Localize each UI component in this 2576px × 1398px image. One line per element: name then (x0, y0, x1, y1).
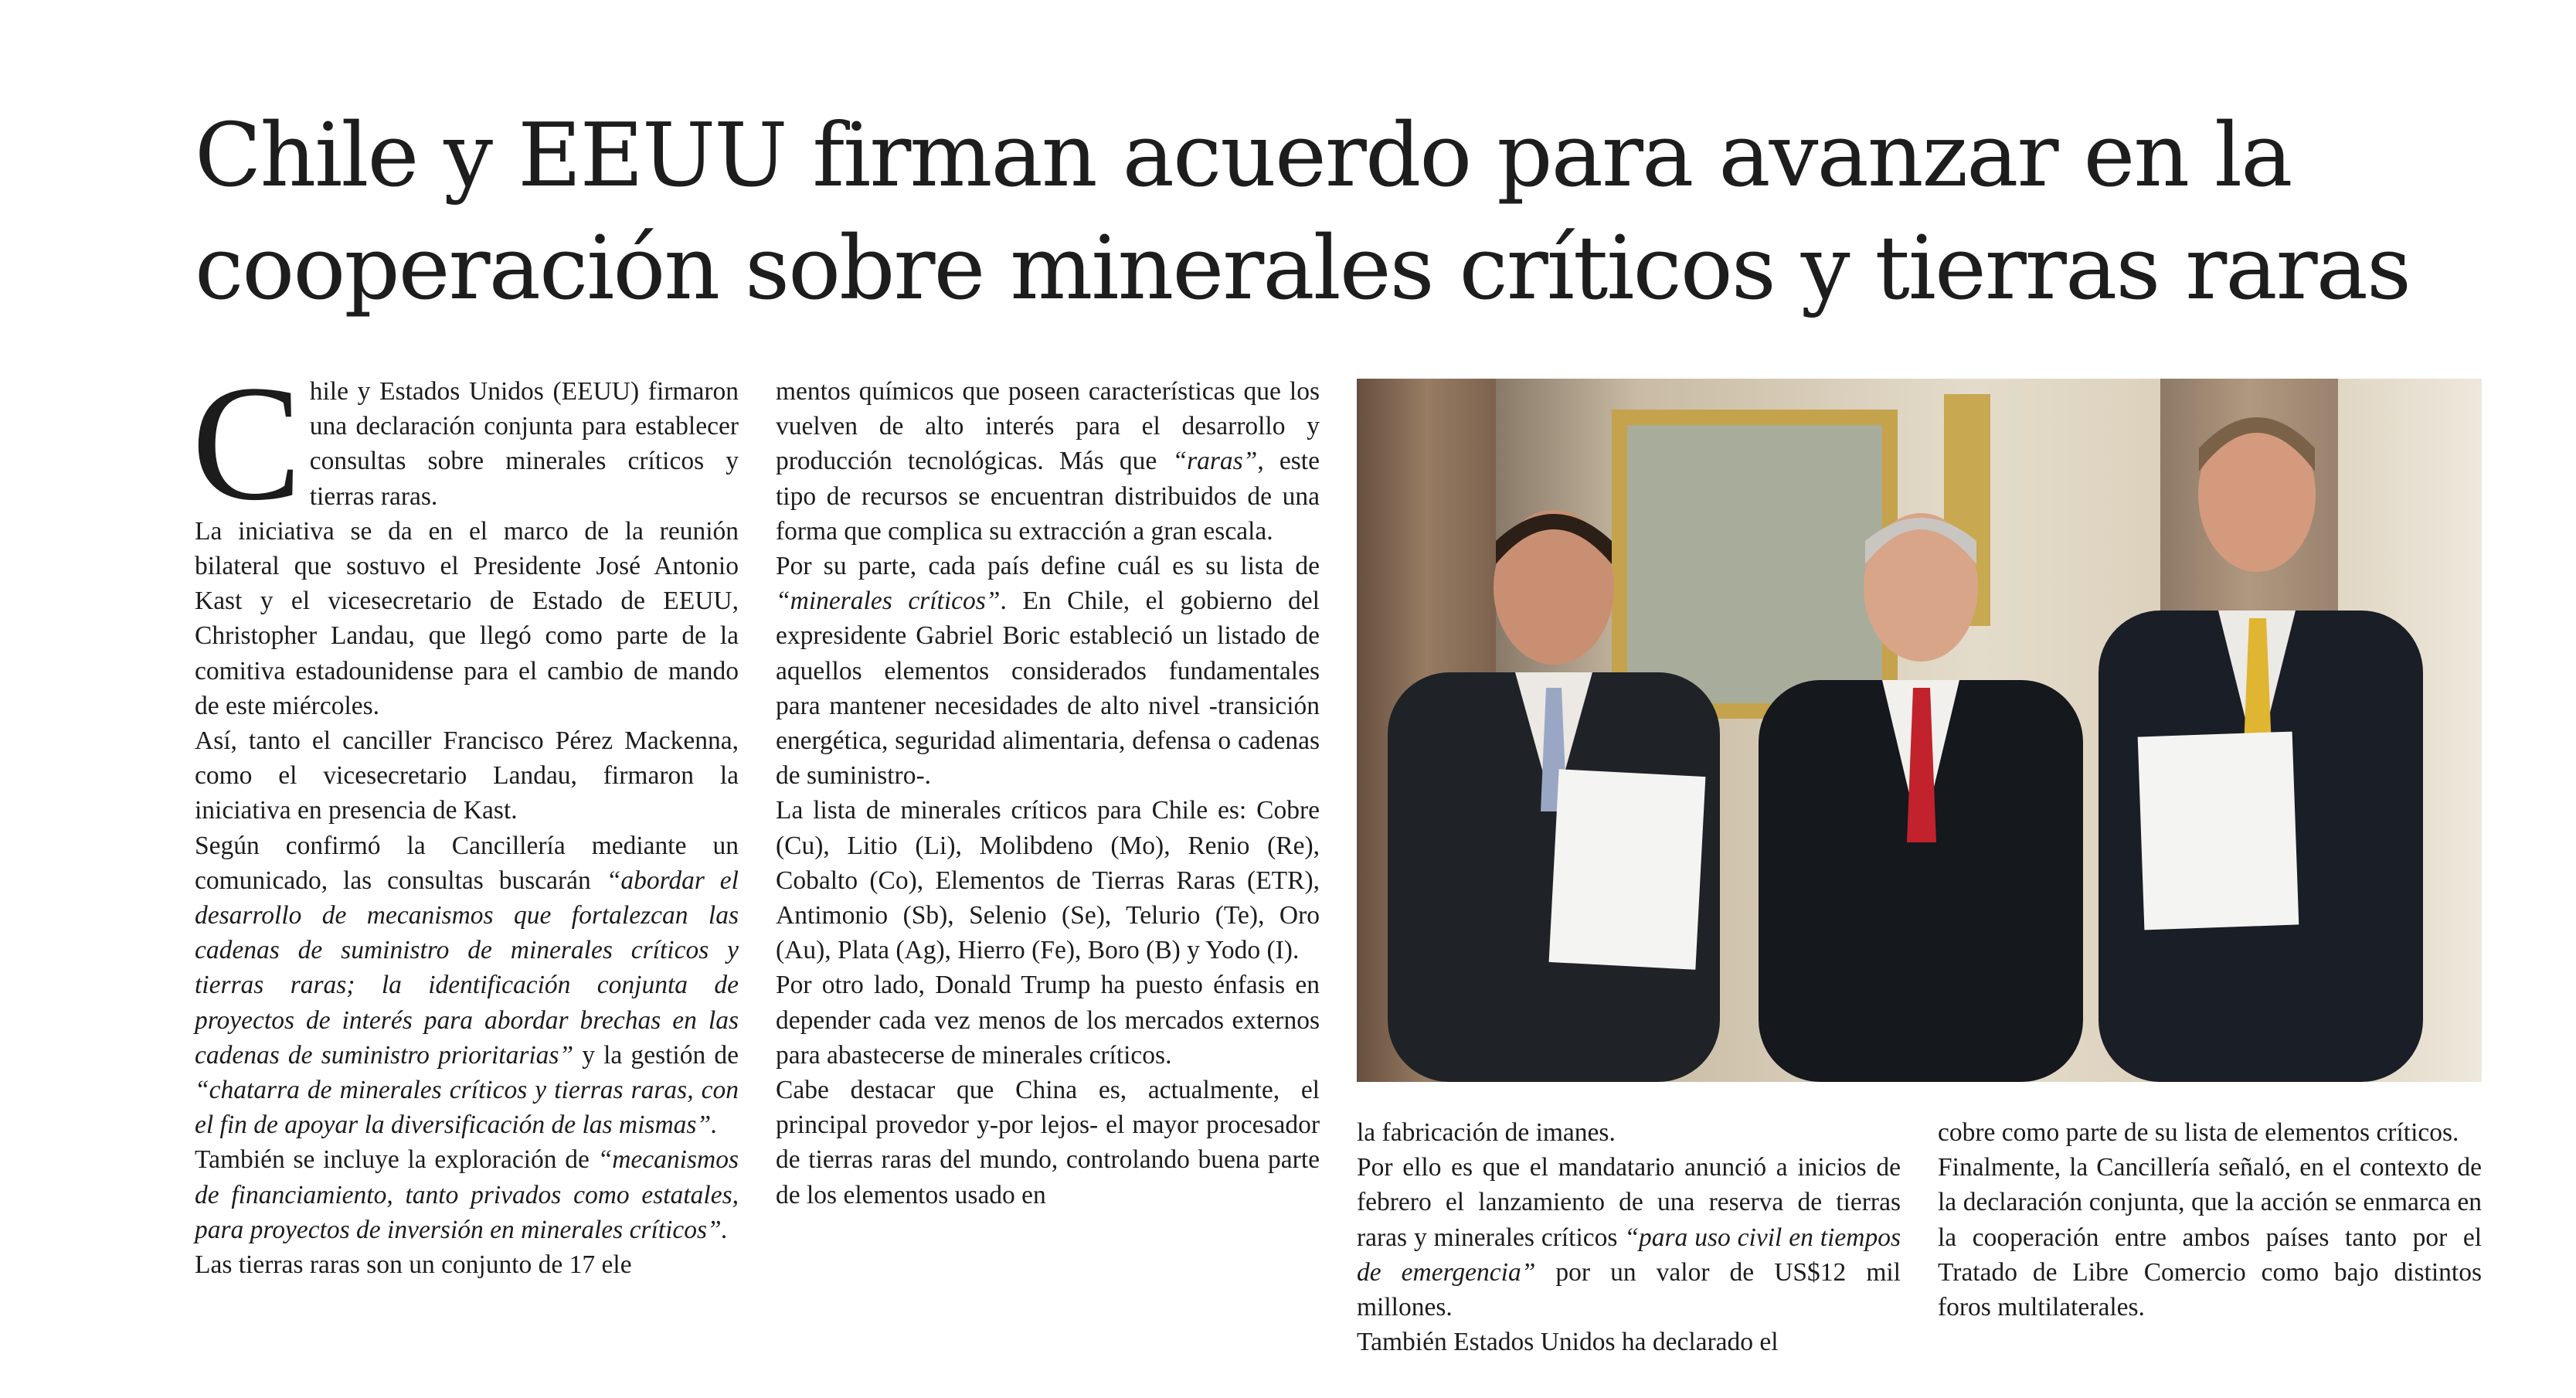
paragraph: Cabe destacar que China es, actualmente, el principal provedor y-por lejos- el mayor procesador de tierras raras del mundo, controlando buena parte de los elementos usado en (776, 1076, 1320, 1209)
quote: “minerales críticos” (776, 587, 1001, 616)
paragraph-text: mentos químicos que poseen características que los vuelven de alto interés para el desarrollo y producción tecnológicas. Más que (776, 377, 1320, 476)
quote: “abordar el desarrollo de mecanismos que fortalezcan las cadenas de suministro de minerales críticos y tierras raras; la identificación conjunta de proyectos de interés para abordar brechas en las cadenas de suministro prioritarias” (195, 866, 739, 1070)
paragraph (195, 1142, 739, 1247)
article-column-3 (1357, 1115, 1901, 1359)
paragraph: la fabricación de imanes. (1357, 1118, 1616, 1147)
paragraph-text: hile y Estados Unidos (EEUU) firmaron una declaración conjunta para establecer consultas sobre minerales críticos y tierras raras. (309, 377, 739, 511)
paragraph: Las tierras raras son un conjunto de 17 ele (195, 1250, 632, 1280)
article-column-1 (192, 352, 739, 1282)
article-column-4 (1938, 1115, 2482, 1325)
paragraph-text: Por ello es que el mandatario anunció a inicios de febrero el lanzamiento de una reserva de tierras raras y minerales críticos (1357, 1153, 1901, 1252)
article-photo (1357, 379, 2482, 1082)
paragraph: Así, tanto el canciller Francisco Pérez Mackenna, como el vicesecretario Landau, firmaron la iniciativa en presencia de Kast. (195, 726, 739, 825)
paragraph (192, 352, 739, 535)
paragraph-text: por un valor de US$12 mil millones. (1357, 1257, 1901, 1322)
paragraph-text: También se incluye la exploración de (195, 1145, 598, 1175)
paragraph: cobre como parte de su lista de elementos críticos. (1938, 1118, 2459, 1147)
quote: “raras” (1172, 447, 1258, 476)
paragraph (776, 374, 1320, 549)
paragraph (1357, 1150, 1901, 1325)
drop-cap: C (192, 352, 302, 535)
headline-line-1: Chile y EEUU firman acuerdo para avanzar en la (195, 104, 2292, 206)
paragraph: La lista de minerales críticos para Chile es: Cobre (Cu), Litio (Li), Molibdeno (Mo), Renio (Re), Cobalto (Co), Elementos de Tierras Raras (ETR), Antimonio (Sb), Selenio (Se), Telurio (Te), Oro (Au), Plata (Ag), Hierro (Fe), Boro (B) y Yodo (I). (776, 796, 1320, 965)
headline (195, 99, 2513, 325)
paragraph: La iniciativa se da en el marco de la reunión bilateral que sostuvo el Presidente José Antonio Kast y el vicesecretario de Estado de EEUU, Christopher Landau, que llegó como parte de la comitiva estadounidense para el cambio de mando de este miércoles. (195, 516, 739, 720)
paragraph-text: , este tipo de recursos se encuentran distribuidos de una forma que complica su extracción a gran escala. (776, 447, 1320, 546)
headline-line-2: cooperación sobre minerales críticos y tierras raras (195, 217, 2410, 319)
paragraph (195, 828, 739, 1143)
article-column-2 (776, 374, 1320, 1213)
paragraph-text: y la gestión de (573, 1040, 739, 1070)
quote: “chatarra de minerales críticos y tierras raras, con el fin de apoyar la diversificación de las mismas”. (195, 1076, 739, 1140)
paragraph: También Estados Unidos ha declarado el (1357, 1328, 1779, 1357)
photo-illustration (1357, 379, 2482, 1082)
quote: “mecanismos de financiamiento, tanto privados como estatales, para proyectos de inversión en minerales críticos”. (195, 1145, 739, 1244)
paragraph: Por otro lado, Donald Trump ha puesto énfasis en depender cada vez menos de los mercados externos para abastecerse de minerales críticos. (776, 971, 1320, 1070)
paragraph-text: Por su parte, cada país define cuál es su lista de (776, 552, 1320, 581)
paragraph: Finalmente, la Cancillería señaló, en el contexto de la declaración conjunta, que la acción se enmarca en la cooperación entre ambos países tanto por el Tratado de Libre Comercio como bajo distintos foros multilaterales. (1938, 1153, 2482, 1322)
paragraph (776, 549, 1320, 793)
paragraph-text: Según confirmó la Cancillería mediante un comunicado, las consultas buscarán (195, 831, 739, 895)
quote: “para uso civil en tiempos de emergencia” (1357, 1223, 1901, 1287)
paragraph-text: . En Chile, el gobierno del expresidente Gabriel Boric estableció un listado de aquellos elementos considerados fundamentales para mantener necesidades de alto nivel -transición energética, seguridad alimentaria, defensa o cadenas de suministro-. (776, 587, 1320, 791)
